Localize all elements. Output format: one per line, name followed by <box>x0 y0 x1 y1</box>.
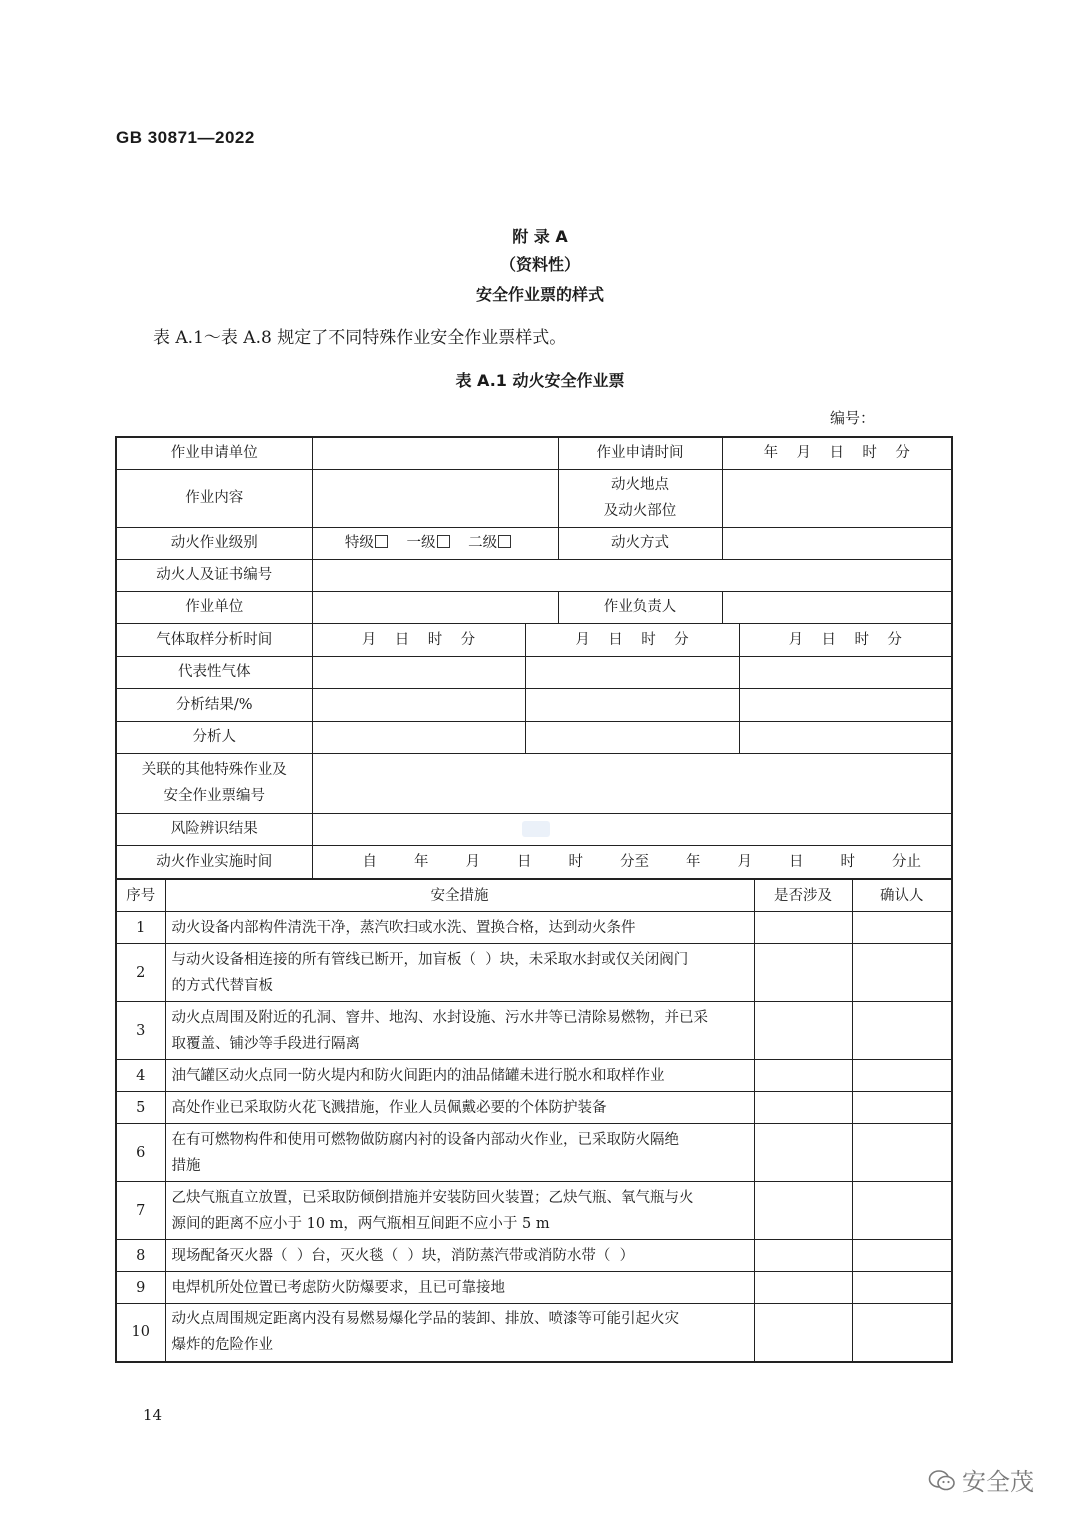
impl-time-field[interactable] <box>312 845 952 878</box>
involved-field[interactable] <box>754 1124 852 1182</box>
measure-text-line: 动火设备内部构件清洗干净，蒸汽吹扫或水洗、置换合格，达到动火条件 <box>171 919 636 936</box>
result-field-3[interactable] <box>739 688 952 721</box>
form-row <box>116 559 952 591</box>
header-involved: 是否涉及 <box>754 880 852 912</box>
involved-field[interactable] <box>754 1272 852 1304</box>
risk-field[interactable] <box>312 813 952 845</box>
location-label-line1: 动火地点 <box>611 477 669 493</box>
measure-text <box>165 944 754 1002</box>
work-leader-label: 作业负责人 <box>558 591 722 623</box>
analyst-field-2[interactable] <box>525 721 739 753</box>
gas-time-slot-2[interactable]: 月 日 时 分 <box>525 623 739 656</box>
impl-minute-end: 分止 <box>892 853 921 870</box>
level-option-second: 二级 <box>468 535 498 551</box>
result-field-1[interactable] <box>312 688 525 721</box>
impl-year-1: 年 <box>414 853 429 870</box>
method-field[interactable] <box>722 527 952 559</box>
measure-row <box>116 1272 952 1304</box>
measure-text <box>165 1304 754 1362</box>
measure-row <box>116 1060 952 1092</box>
impl-year-2: 年 <box>686 853 701 870</box>
work-unit-label: 作业单位 <box>116 591 312 623</box>
risk-label: 风险辨识结果 <box>116 813 312 845</box>
form-row <box>116 688 952 721</box>
person-field[interactable] <box>312 559 952 591</box>
gas-type-field-1[interactable] <box>312 656 525 688</box>
related-label-line2: 安全作业票编号 <box>163 788 265 804</box>
table-title: 表 A.1 动火安全作业票 <box>455 371 625 390</box>
measure-row <box>116 1002 952 1060</box>
measure-row <box>116 1182 952 1240</box>
measure-no: 2 <box>116 944 165 1002</box>
confirmer-field[interactable] <box>852 944 952 1002</box>
involved-field[interactable] <box>754 912 852 944</box>
involved-field[interactable] <box>754 1060 852 1092</box>
measure-text <box>165 1092 754 1124</box>
analyst-field-1[interactable] <box>312 721 525 753</box>
measure-row <box>116 912 952 944</box>
level-option-first: 一级 <box>406 535 436 551</box>
measure-text-line: 爆炸的危险作业 <box>171 1337 273 1354</box>
location-field[interactable] <box>722 469 952 527</box>
person-label: 动火人及证书编号 <box>116 559 312 591</box>
measure-text <box>165 1060 754 1092</box>
level-label: 动火作业级别 <box>116 527 312 559</box>
involved-field[interactable] <box>754 1092 852 1124</box>
stamp-mark-icon <box>521 819 551 839</box>
measure-text-line: 油气罐区动火点同一防火堤内和防火间距内的油品储罐未进行脱水和取样作业 <box>171 1067 665 1084</box>
content-field[interactable] <box>312 469 558 527</box>
measure-text-line: 源间的距离不应小于 10 m，两气瓶相互间距不应小于 5 m <box>171 1215 550 1232</box>
measure-text-line: 电焊机所处位置已考虑防火防爆要求，且已可靠接地 <box>171 1279 505 1296</box>
measure-text <box>165 1182 754 1240</box>
form-row <box>116 623 952 656</box>
involved-field[interactable] <box>754 944 852 1002</box>
measure-text <box>165 1124 754 1182</box>
measure-text-line: 现场配备灭火器（ ）台，灭火毯（ ）块，消防蒸汽带或消防水带（ ） <box>171 1247 635 1264</box>
measures-header-row <box>116 880 952 912</box>
measure-text-line: 高处作业已采取防火花飞溅措施，作业人员佩戴必要的个体防护装备 <box>171 1099 607 1116</box>
form-row <box>116 656 952 688</box>
impl-day-2: 日 <box>789 853 804 870</box>
gas-type-field-3[interactable] <box>739 656 952 688</box>
apply-time-field[interactable]: 年 月 日 时 分 <box>722 437 952 469</box>
gas-time-slot-1[interactable]: 月 日 时 分 <box>312 623 525 656</box>
header-confirmer: 确认人 <box>852 880 952 912</box>
measure-no: 6 <box>116 1124 165 1182</box>
level-options <box>312 527 558 559</box>
measure-no: 4 <box>116 1060 165 1092</box>
confirmer-field[interactable] <box>852 1240 952 1272</box>
measure-text <box>165 912 754 944</box>
analyst-field-3[interactable] <box>739 721 952 753</box>
confirmer-field[interactable] <box>852 1060 952 1092</box>
impl-from: 自 <box>362 853 377 870</box>
measure-text-line: 在有可燃物构件和使用可燃物做防腐内衬的设备内部动火作业，已采取防火隔绝 <box>171 1131 679 1148</box>
impl-hour-2: 时 <box>840 853 855 870</box>
impl-hour-1: 时 <box>568 853 583 870</box>
watermark-text: 安全茂 <box>962 1468 1034 1496</box>
result-field-2[interactable] <box>525 688 739 721</box>
content-label: 作业内容 <box>116 469 312 527</box>
location-label <box>558 469 722 527</box>
involved-field[interactable] <box>754 1182 852 1240</box>
measure-row <box>116 1240 952 1272</box>
serial-number-label: 编号： <box>830 409 876 427</box>
form-row <box>116 721 952 753</box>
confirmer-field[interactable] <box>852 912 952 944</box>
level-option-special: 特级 <box>344 535 374 551</box>
measure-text-line: 动火点周围规定距离内没有易燃易爆化学品的装卸、排放、喷漆等可能引起火灾 <box>171 1311 679 1328</box>
header-no: 序号 <box>116 880 165 912</box>
form-row <box>116 469 952 527</box>
gas-time-label: 气体取样分析时间 <box>116 623 312 656</box>
appendix-title: 安全作业票的样式 <box>475 285 604 304</box>
measure-row <box>116 1304 952 1362</box>
level-second-checkbox[interactable] <box>498 535 511 548</box>
level-special-checkbox[interactable] <box>375 535 388 548</box>
measure-row <box>116 944 952 1002</box>
confirmer-field[interactable] <box>852 1002 952 1060</box>
impl-day-1: 日 <box>517 853 532 870</box>
applicant-unit-field[interactable] <box>312 437 558 469</box>
related-label-line1: 关联的其他特殊作业及 <box>141 762 287 778</box>
page-number: 14 <box>143 1406 163 1424</box>
measure-text-line: 乙炔气瓶直立放置，已采取防倾倒措施并安装防回火装置；乙炔气瓶、氧气瓶与火 <box>171 1189 694 1206</box>
applicant-unit-label: 作业申请单位 <box>116 437 312 469</box>
form-row <box>116 591 952 623</box>
measure-no: 1 <box>116 912 165 944</box>
measure-text <box>165 1272 754 1304</box>
impl-time-label: 动火作业实施时间 <box>116 845 312 878</box>
apply-time-label: 作业申请时间 <box>558 437 722 469</box>
work-leader-field[interactable] <box>722 591 952 623</box>
measure-text-line: 的方式代替盲板 <box>171 977 273 994</box>
intro-text: 表 A.1～表 A.8 规定了不同特殊作业安全作业票样式。 <box>153 328 567 348</box>
confirmer-field[interactable] <box>852 1182 952 1240</box>
measure-text-line: 与动火设备相连接的所有管线已断开，加盲板（ ）块，未采取水封或仅关闭阀门 <box>171 951 689 968</box>
related-label <box>116 753 312 813</box>
wechat-icon <box>928 1469 956 1493</box>
analyst-label: 分析人 <box>116 721 312 753</box>
measure-row <box>116 1092 952 1124</box>
confirmer-field[interactable] <box>852 1124 952 1182</box>
form-row <box>116 527 952 559</box>
gas-type-field-2[interactable] <box>525 656 739 688</box>
measure-text-line: 措施 <box>171 1157 201 1174</box>
impl-minute-to: 分至 <box>620 853 649 870</box>
safety-measures-table <box>115 879 953 1363</box>
measure-no: 5 <box>116 1092 165 1124</box>
appendix-nature: （资料性） <box>499 255 580 274</box>
form-row <box>116 437 952 469</box>
measure-text-line: 动火点周围及附近的孔洞、窨井、地沟、水封设施、污水井等已清除易燃物，并已采 <box>171 1009 708 1026</box>
involved-field[interactable] <box>754 1240 852 1272</box>
measure-no: 3 <box>116 1002 165 1060</box>
measure-text <box>165 1002 754 1060</box>
form-row <box>116 845 952 878</box>
related-field[interactable] <box>312 753 952 813</box>
involved-field[interactable] <box>754 1304 852 1362</box>
impl-month-2: 月 <box>737 853 752 870</box>
header-measure: 安全措施 <box>165 880 754 912</box>
appendix-label: 附 录 A <box>512 227 568 246</box>
measure-no: 10 <box>116 1304 165 1362</box>
location-label-line2: 及动火部位 <box>603 503 677 519</box>
confirmer-field[interactable] <box>852 1272 952 1304</box>
work-unit-field[interactable] <box>312 591 558 623</box>
measure-text <box>165 1240 754 1272</box>
measure-no: 8 <box>116 1240 165 1272</box>
confirmer-field[interactable] <box>852 1304 952 1362</box>
measure-no: 9 <box>116 1272 165 1304</box>
impl-month-1: 月 <box>465 853 480 870</box>
gas-type-label: 代表性气体 <box>116 656 312 688</box>
confirmer-field[interactable] <box>852 1092 952 1124</box>
result-label: 分析结果/% <box>116 688 312 721</box>
involved-field[interactable] <box>754 1002 852 1060</box>
method-label: 动火方式 <box>558 527 722 559</box>
measure-no: 7 <box>116 1182 165 1240</box>
standard-code: GB 30871—2022 <box>116 128 255 147</box>
measure-row <box>116 1124 952 1182</box>
level-first-checkbox[interactable] <box>437 535 450 548</box>
watermark <box>928 1462 1034 1497</box>
measure-text-line: 取覆盖、铺沙等手段进行隔离 <box>171 1035 360 1052</box>
gas-time-slot-3[interactable]: 月 日 时 分 <box>739 623 952 656</box>
hot-work-permit-form <box>115 436 953 879</box>
form-row <box>116 753 952 813</box>
